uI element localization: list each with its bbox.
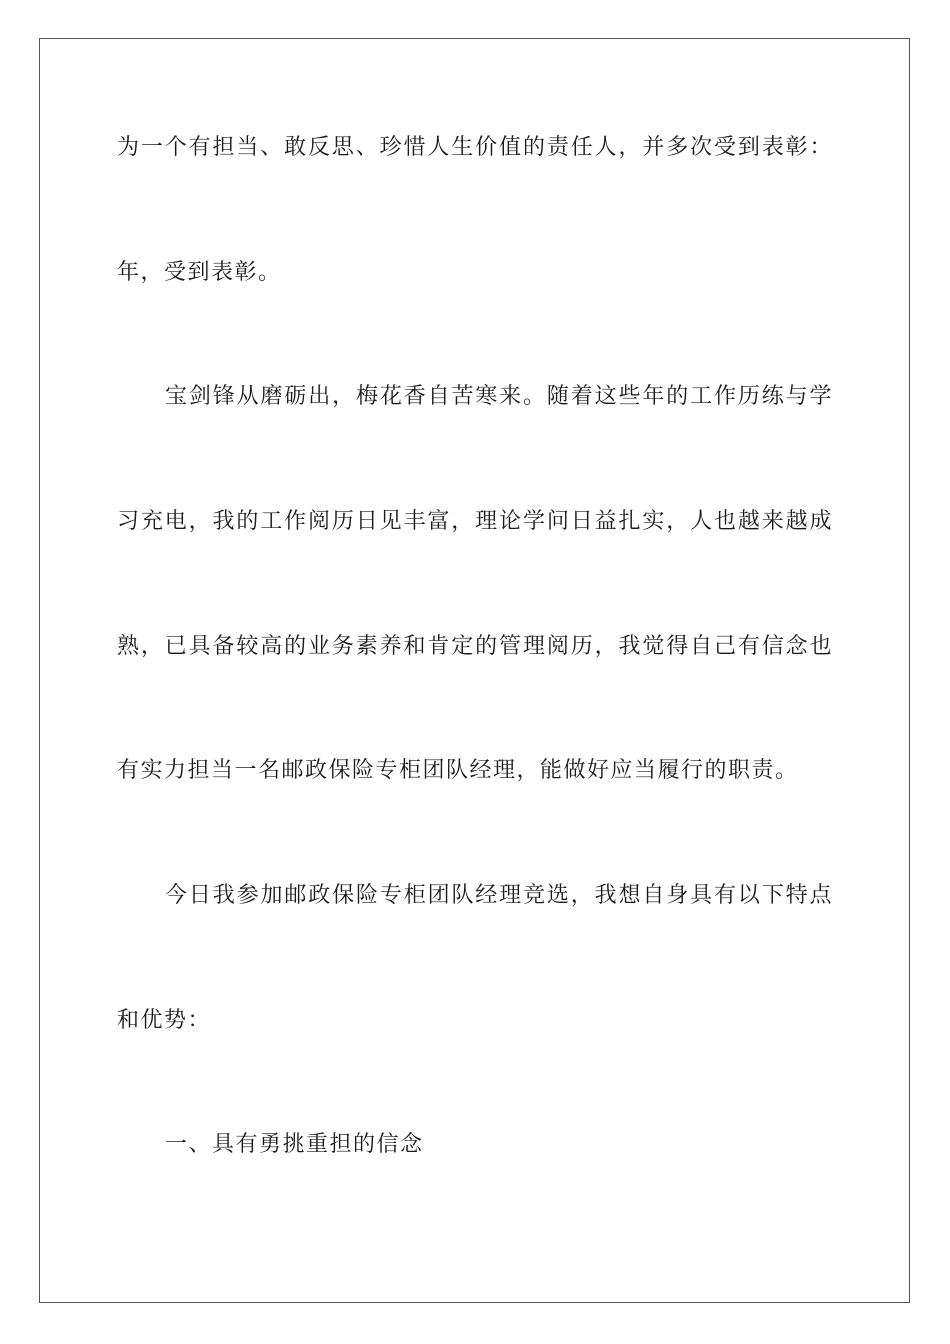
paragraph-line: 今日我参加邮政保险专柜团队经理竞选，我想自身具有以下特点 bbox=[165, 883, 833, 908]
paragraph-line: 熟，已具备较高的业务素养和肯定的管理阅历，我觉得自己有信念也 bbox=[117, 634, 833, 659]
page-border bbox=[39, 38, 910, 1303]
paragraph-line: 习充电，我的工作阅历日见丰富，理论学问日益扎实，人也越来越成 bbox=[117, 509, 833, 534]
paragraph-line: 和优势： bbox=[117, 1008, 212, 1033]
paragraph-line: 年，受到表彰。 bbox=[117, 260, 282, 285]
paragraph-line: 宝剑锋从磨砺出，梅花香自苦寒来。随着这些年的工作历练与学 bbox=[165, 384, 833, 409]
paragraph-line: 为一个有担当、敢反思、珍惜人生价值的责任人，并多次受到表彰： bbox=[117, 135, 833, 160]
paragraph-line: 有实力担当一名邮政保险专柜团队经理，能做好应当履行的职责。 bbox=[117, 758, 799, 783]
section-heading: 一、具有勇挑重担的信念 bbox=[165, 1132, 424, 1157]
